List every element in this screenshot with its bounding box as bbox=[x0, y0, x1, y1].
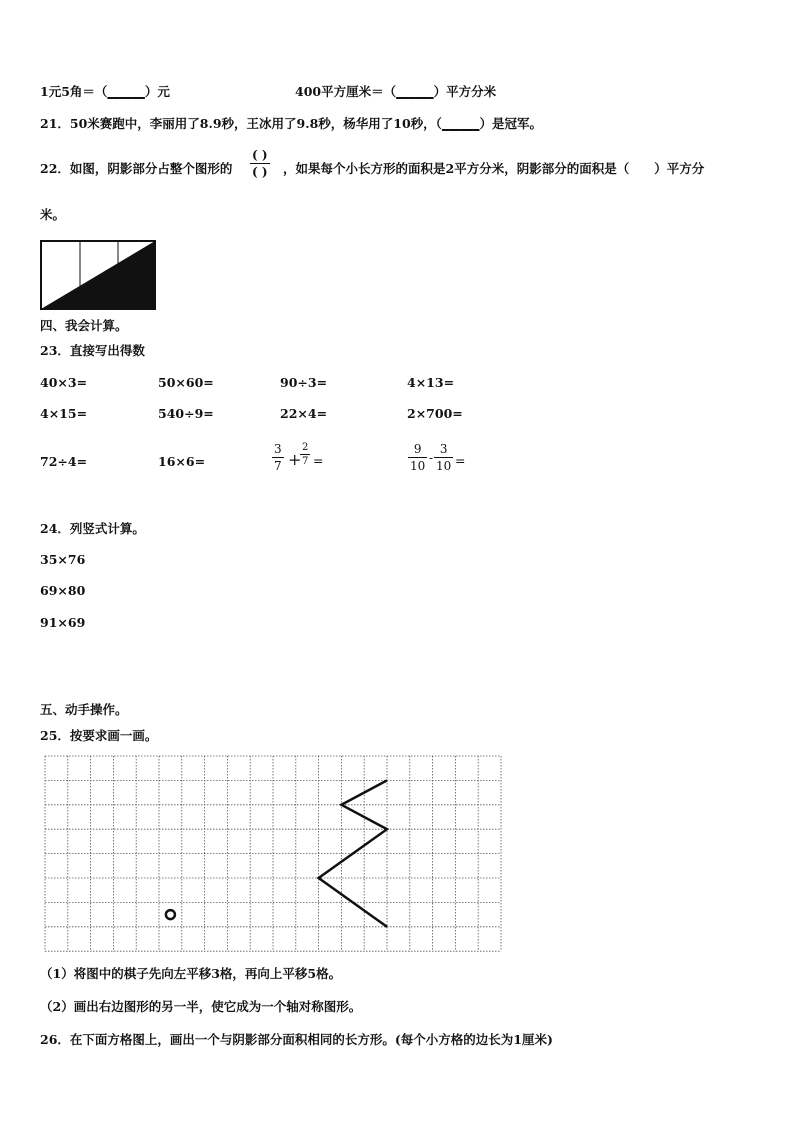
calc-item: 50×60= bbox=[158, 375, 214, 390]
fraction-2-7: 2 7 bbox=[302, 442, 309, 467]
calc-item: 40×3= bbox=[40, 375, 88, 390]
equals-sign: = bbox=[455, 453, 466, 468]
section-4-title: 四、我会计算。 bbox=[40, 318, 128, 333]
plus-sign: + bbox=[288, 450, 302, 469]
calc-item: 2×700= bbox=[407, 406, 463, 421]
fraction-3-10: 3 10 bbox=[436, 442, 452, 473]
question-21: 21．50米赛跑中，李丽用了8.9秒，王冰用了9.8秒，杨华用了10秒，（______）是冠军。 bbox=[40, 116, 542, 131]
q20-left: 1元5角＝（______）元 bbox=[40, 84, 170, 99]
question-25-sub2: （2）画出右边图形的另一半，使它成为一个轴对称图形。 bbox=[40, 999, 362, 1014]
answer-blank[interactable]: ______ bbox=[441, 116, 480, 131]
drawing-grid[interactable] bbox=[45, 756, 503, 953]
calc-item: 4×13= bbox=[407, 375, 455, 390]
question-23-title: 23．直接写出得数 bbox=[40, 343, 145, 358]
question-24-title: 24．列竖式计算。 bbox=[40, 521, 145, 536]
q20-right: 400平方厘米＝（______）平方分米 bbox=[295, 84, 497, 99]
fraction-9-10: 9 10 bbox=[410, 442, 426, 473]
question-26-title: 26．在下面方格图上，画出一个与阴影部分面积相同的长方形。(每个小方格的边长为1厘米) bbox=[40, 1032, 553, 1047]
calc-item: 4×15= bbox=[40, 406, 88, 421]
section-5-title: 五、动手操作。 bbox=[40, 702, 128, 717]
vertical-calc-item: 69×80 bbox=[40, 583, 86, 598]
fraction-blank[interactable]: ( ) ( ) bbox=[252, 148, 268, 179]
vertical-calc-item: 91×69 bbox=[40, 615, 86, 630]
calc-item: 90÷3= bbox=[280, 375, 328, 390]
question-25-title: 25．按要求画一画。 bbox=[40, 728, 158, 743]
shaded-rectangle-figure bbox=[40, 240, 158, 312]
question-25-sub1: （1）将图中的棋子先向左平移3格，再向上平移5格。 bbox=[40, 966, 342, 981]
answer-blank[interactable]: ______ bbox=[107, 84, 145, 99]
calc-item: 16×6= bbox=[158, 454, 206, 469]
calc-item: 540÷9= bbox=[158, 406, 214, 421]
question-22-line2: 米。 bbox=[40, 207, 66, 222]
equals-sign: = bbox=[313, 453, 324, 468]
calc-item: 22×4= bbox=[280, 406, 328, 421]
chess-piece[interactable] bbox=[166, 910, 175, 919]
minus-sign: - bbox=[429, 451, 434, 465]
half-symmetric-figure bbox=[319, 780, 387, 926]
answer-blank[interactable]: ______ bbox=[396, 84, 434, 99]
question-22-suffix: ，如果每个小长方形的面积是2平方分米，阴影部分的面积是（ ）平方分 bbox=[283, 161, 705, 176]
vertical-calc-item: 35×76 bbox=[40, 552, 86, 567]
question-22-prefix: 22．如图，阴影部分占整个图形的 bbox=[40, 161, 233, 176]
fraction-3-7: 3 7 bbox=[274, 442, 282, 473]
calc-item: 72÷4= bbox=[40, 454, 88, 469]
